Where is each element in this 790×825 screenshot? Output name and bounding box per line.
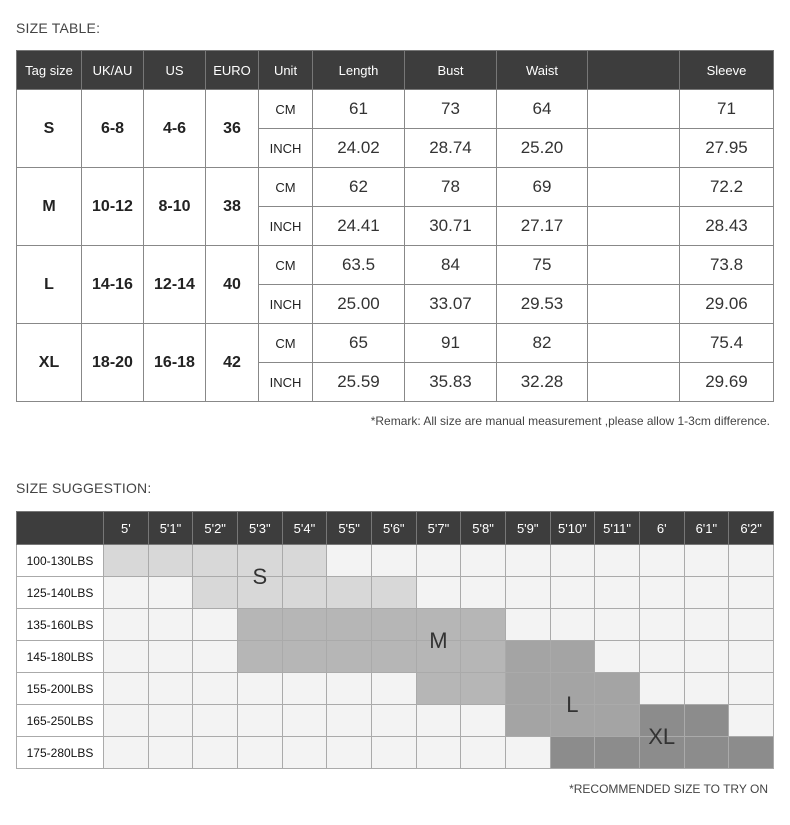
empty-cell (729, 641, 774, 673)
empty-cell (327, 737, 372, 769)
size-cell-m (282, 609, 327, 641)
empty-cell (639, 641, 684, 673)
sleeve-cell: 29.06 (680, 285, 774, 324)
size-cell-l (505, 641, 550, 673)
empty-cell (193, 673, 238, 705)
empty-cell (327, 545, 372, 577)
empty-cell (684, 673, 729, 705)
empty-cell (684, 609, 729, 641)
empty-cell (104, 737, 149, 769)
empty-cell (237, 705, 282, 737)
tag-size-cell: M (17, 168, 82, 246)
waist-cell: 32.28 (497, 363, 588, 402)
size-cell-m (327, 641, 372, 673)
size-cell-s (237, 577, 282, 609)
empty-cell (237, 737, 282, 769)
bust-cell: 91 (405, 324, 497, 363)
suggestion-header-row (17, 512, 774, 545)
bust-cell: 35.83 (405, 363, 497, 402)
empty-cell (327, 705, 372, 737)
size-cell-m (237, 641, 282, 673)
height-header: 5'4" (282, 512, 327, 545)
header-sleeve: Sleeve (680, 51, 774, 90)
length-cell: 63.5 (313, 246, 405, 285)
size-table (16, 50, 774, 402)
empty-cell (148, 641, 193, 673)
empty-cell (505, 737, 550, 769)
sleeve-cell: 27.95 (680, 129, 774, 168)
weight-label: 125-140LBS (17, 577, 104, 609)
height-header: 5'11" (595, 512, 640, 545)
size-label-xl: XL (648, 723, 676, 749)
weight-label: 165-250LBS (17, 705, 104, 737)
tag-size-cell: L (17, 246, 82, 324)
waist-cell: 27.17 (497, 207, 588, 246)
empty-cell (461, 545, 506, 577)
empty-cell (371, 705, 416, 737)
empty-cell (684, 641, 729, 673)
empty-cell (282, 705, 327, 737)
length-cell: 61 (313, 90, 405, 129)
empty-cell (595, 545, 640, 577)
size-cell-l (505, 705, 550, 737)
size-cell-m (371, 641, 416, 673)
length-cell: 25.59 (313, 363, 405, 402)
size-cell-m (416, 673, 461, 705)
length-cell: 24.02 (313, 129, 405, 168)
size-cell-m (416, 641, 461, 673)
height-header: 5'10" (550, 512, 595, 545)
blank-cell (588, 363, 680, 402)
size-cell-s (104, 545, 149, 577)
unit-cell: CM (259, 324, 313, 363)
weight-row (17, 673, 774, 705)
header-uk-au: UK/AU (82, 51, 144, 90)
weight-label: 100-130LBS (17, 545, 104, 577)
height-header: 5'8" (461, 512, 506, 545)
blank-cell (588, 285, 680, 324)
blank-cell (588, 168, 680, 207)
weight-row (17, 577, 774, 609)
unit-cell: CM (259, 168, 313, 207)
empty-cell (505, 609, 550, 641)
bust-cell: 73 (405, 90, 497, 129)
size-row (17, 324, 774, 363)
empty-cell (327, 673, 372, 705)
empty-cell (193, 705, 238, 737)
empty-cell (193, 737, 238, 769)
empty-cell (550, 577, 595, 609)
empty-cell (104, 641, 149, 673)
empty-cell (104, 705, 149, 737)
empty-cell (237, 673, 282, 705)
size-cell-s (371, 577, 416, 609)
us-cell: 16-18 (144, 324, 206, 402)
blank-cell (588, 207, 680, 246)
empty-cell (639, 577, 684, 609)
empty-cell (729, 577, 774, 609)
empty-cell (550, 609, 595, 641)
unit-cell: CM (259, 90, 313, 129)
uk-au-cell: 6-8 (82, 90, 144, 168)
empty-cell (104, 577, 149, 609)
empty-cell (148, 577, 193, 609)
empty-cell (371, 545, 416, 577)
size-cell-s (193, 545, 238, 577)
tag-size-cell: XL (17, 324, 82, 402)
sleeve-cell: 72.2 (680, 168, 774, 207)
size-cell-l (550, 705, 595, 737)
size-cell-xl (684, 737, 729, 769)
size-cell-m (461, 609, 506, 641)
blank-cell (588, 324, 680, 363)
weight-row (17, 609, 774, 641)
uk-au-cell: 10-12 (82, 168, 144, 246)
empty-cell (148, 673, 193, 705)
size-suggestion-title: SIZE SUGGESTION: (16, 480, 152, 496)
empty-cell (729, 545, 774, 577)
size-table-title: SIZE TABLE: (16, 20, 101, 36)
empty-cell (684, 577, 729, 609)
waist-cell: 25.20 (497, 129, 588, 168)
length-cell: 65 (313, 324, 405, 363)
empty-cell (729, 705, 774, 737)
empty-cell (505, 577, 550, 609)
size-cell-xl (550, 737, 595, 769)
empty-cell (505, 545, 550, 577)
uk-au-cell: 14-16 (82, 246, 144, 324)
waist-cell: 75 (497, 246, 588, 285)
size-cell-l (550, 641, 595, 673)
empty-cell (729, 673, 774, 705)
empty-cell (416, 705, 461, 737)
sleeve-cell: 71 (680, 90, 774, 129)
header-euro: EURO (206, 51, 259, 90)
waist-cell: 82 (497, 324, 588, 363)
weight-label: 175-280LBS (17, 737, 104, 769)
size-cell-m (461, 641, 506, 673)
height-header: 5'7" (416, 512, 461, 545)
empty-cell (461, 705, 506, 737)
size-cell-l (550, 673, 595, 705)
unit-cell: INCH (259, 129, 313, 168)
size-cell-l (505, 673, 550, 705)
euro-cell: 40 (206, 246, 259, 324)
blank-cell (588, 246, 680, 285)
header-waist: Waist (497, 51, 588, 90)
us-cell: 12-14 (144, 246, 206, 324)
size-cell-xl (639, 737, 684, 769)
length-cell: 25.00 (313, 285, 405, 324)
size-row (17, 90, 774, 129)
unit-cell: CM (259, 246, 313, 285)
us-cell: 8-10 (144, 168, 206, 246)
size-cell-l (595, 705, 640, 737)
size-cell-s (237, 545, 282, 577)
tag-size-cell: S (17, 90, 82, 168)
size-cell-s (282, 577, 327, 609)
weight-row (17, 737, 774, 769)
unit-cell: INCH (259, 363, 313, 402)
size-label-s: S (252, 563, 268, 589)
bust-cell: 33.07 (405, 285, 497, 324)
empty-cell (684, 545, 729, 577)
sleeve-cell: 75.4 (680, 324, 774, 363)
height-header: 5'3" (237, 512, 282, 545)
size-cell-s (193, 577, 238, 609)
euro-cell: 38 (206, 168, 259, 246)
header-us: US (144, 51, 206, 90)
waist-cell: 29.53 (497, 285, 588, 324)
empty-cell (416, 545, 461, 577)
bust-cell: 84 (405, 246, 497, 285)
header-bust: Bust (405, 51, 497, 90)
weight-row (17, 705, 774, 737)
empty-cell (461, 737, 506, 769)
weight-label: 155-200LBS (17, 673, 104, 705)
unit-cell: INCH (259, 285, 313, 324)
size-row (17, 246, 774, 285)
size-label-l: L (566, 691, 579, 717)
uk-au-cell: 18-20 (82, 324, 144, 402)
height-header: 5'6" (371, 512, 416, 545)
height-header: 5'2" (193, 512, 238, 545)
blank-cell (588, 90, 680, 129)
bust-cell: 78 (405, 168, 497, 207)
bust-cell: 30.71 (405, 207, 497, 246)
height-header: 5'5" (327, 512, 372, 545)
height-header: 5'1" (148, 512, 193, 545)
empty-cell (639, 673, 684, 705)
size-cell-m (371, 609, 416, 641)
size-suggestion-table (16, 511, 774, 769)
length-cell: 62 (313, 168, 405, 207)
header-blank (588, 51, 680, 90)
empty-cell (282, 673, 327, 705)
height-header: 6' (639, 512, 684, 545)
size-cell-s (327, 577, 372, 609)
weight-label: 145-180LBS (17, 641, 104, 673)
empty-cell (193, 609, 238, 641)
empty-cell (104, 609, 149, 641)
recommended-note: *RECOMMENDED SIZE TO TRY ON (569, 782, 768, 796)
header-tag-size: Tag size (17, 51, 82, 90)
size-cell-m (282, 641, 327, 673)
empty-cell (639, 609, 684, 641)
empty-cell (282, 737, 327, 769)
us-cell: 4-6 (144, 90, 206, 168)
empty-cell (639, 545, 684, 577)
empty-cell (148, 705, 193, 737)
empty-cell (193, 641, 238, 673)
remark-text: *Remark: All size are manual measurement ,please allow 1-3cm difference. (370, 414, 770, 428)
size-cell-xl (639, 705, 684, 737)
size-cell-m (327, 609, 372, 641)
empty-cell (729, 609, 774, 641)
empty-cell (595, 577, 640, 609)
empty-cell (595, 609, 640, 641)
header-corner (17, 512, 104, 545)
size-cell-s (148, 545, 193, 577)
empty-cell (371, 673, 416, 705)
waist-cell: 69 (497, 168, 588, 207)
height-header: 6'1" (684, 512, 729, 545)
empty-cell (104, 673, 149, 705)
size-row (17, 168, 774, 207)
size-cell-s (282, 545, 327, 577)
empty-cell (550, 545, 595, 577)
height-header: 5' (104, 512, 149, 545)
empty-cell (461, 577, 506, 609)
euro-cell: 36 (206, 90, 259, 168)
size-cell-xl (595, 737, 640, 769)
empty-cell (595, 641, 640, 673)
header-unit: Unit (259, 51, 313, 90)
size-cell-m (461, 673, 506, 705)
size-cell-m (237, 609, 282, 641)
empty-cell (416, 577, 461, 609)
size-cell-l (595, 673, 640, 705)
size-label-m: M (429, 627, 448, 653)
size-cell-m (416, 609, 461, 641)
header-length: Length (313, 51, 405, 90)
sleeve-cell: 73.8 (680, 246, 774, 285)
empty-cell (148, 609, 193, 641)
unit-cell: INCH (259, 207, 313, 246)
weight-label: 135-160LBS (17, 609, 104, 641)
empty-cell (371, 737, 416, 769)
size-cell-xl (684, 705, 729, 737)
height-header: 6'2" (729, 512, 774, 545)
size-table-header-row (17, 51, 774, 90)
length-cell: 24.41 (313, 207, 405, 246)
weight-row (17, 545, 774, 577)
waist-cell: 64 (497, 90, 588, 129)
sleeve-cell: 29.69 (680, 363, 774, 402)
empty-cell (148, 737, 193, 769)
height-header: 5'9" (505, 512, 550, 545)
empty-cell (416, 737, 461, 769)
weight-row (17, 641, 774, 673)
bust-cell: 28.74 (405, 129, 497, 168)
blank-cell (588, 129, 680, 168)
sleeve-cell: 28.43 (680, 207, 774, 246)
euro-cell: 42 (206, 324, 259, 402)
size-cell-xl (729, 737, 774, 769)
